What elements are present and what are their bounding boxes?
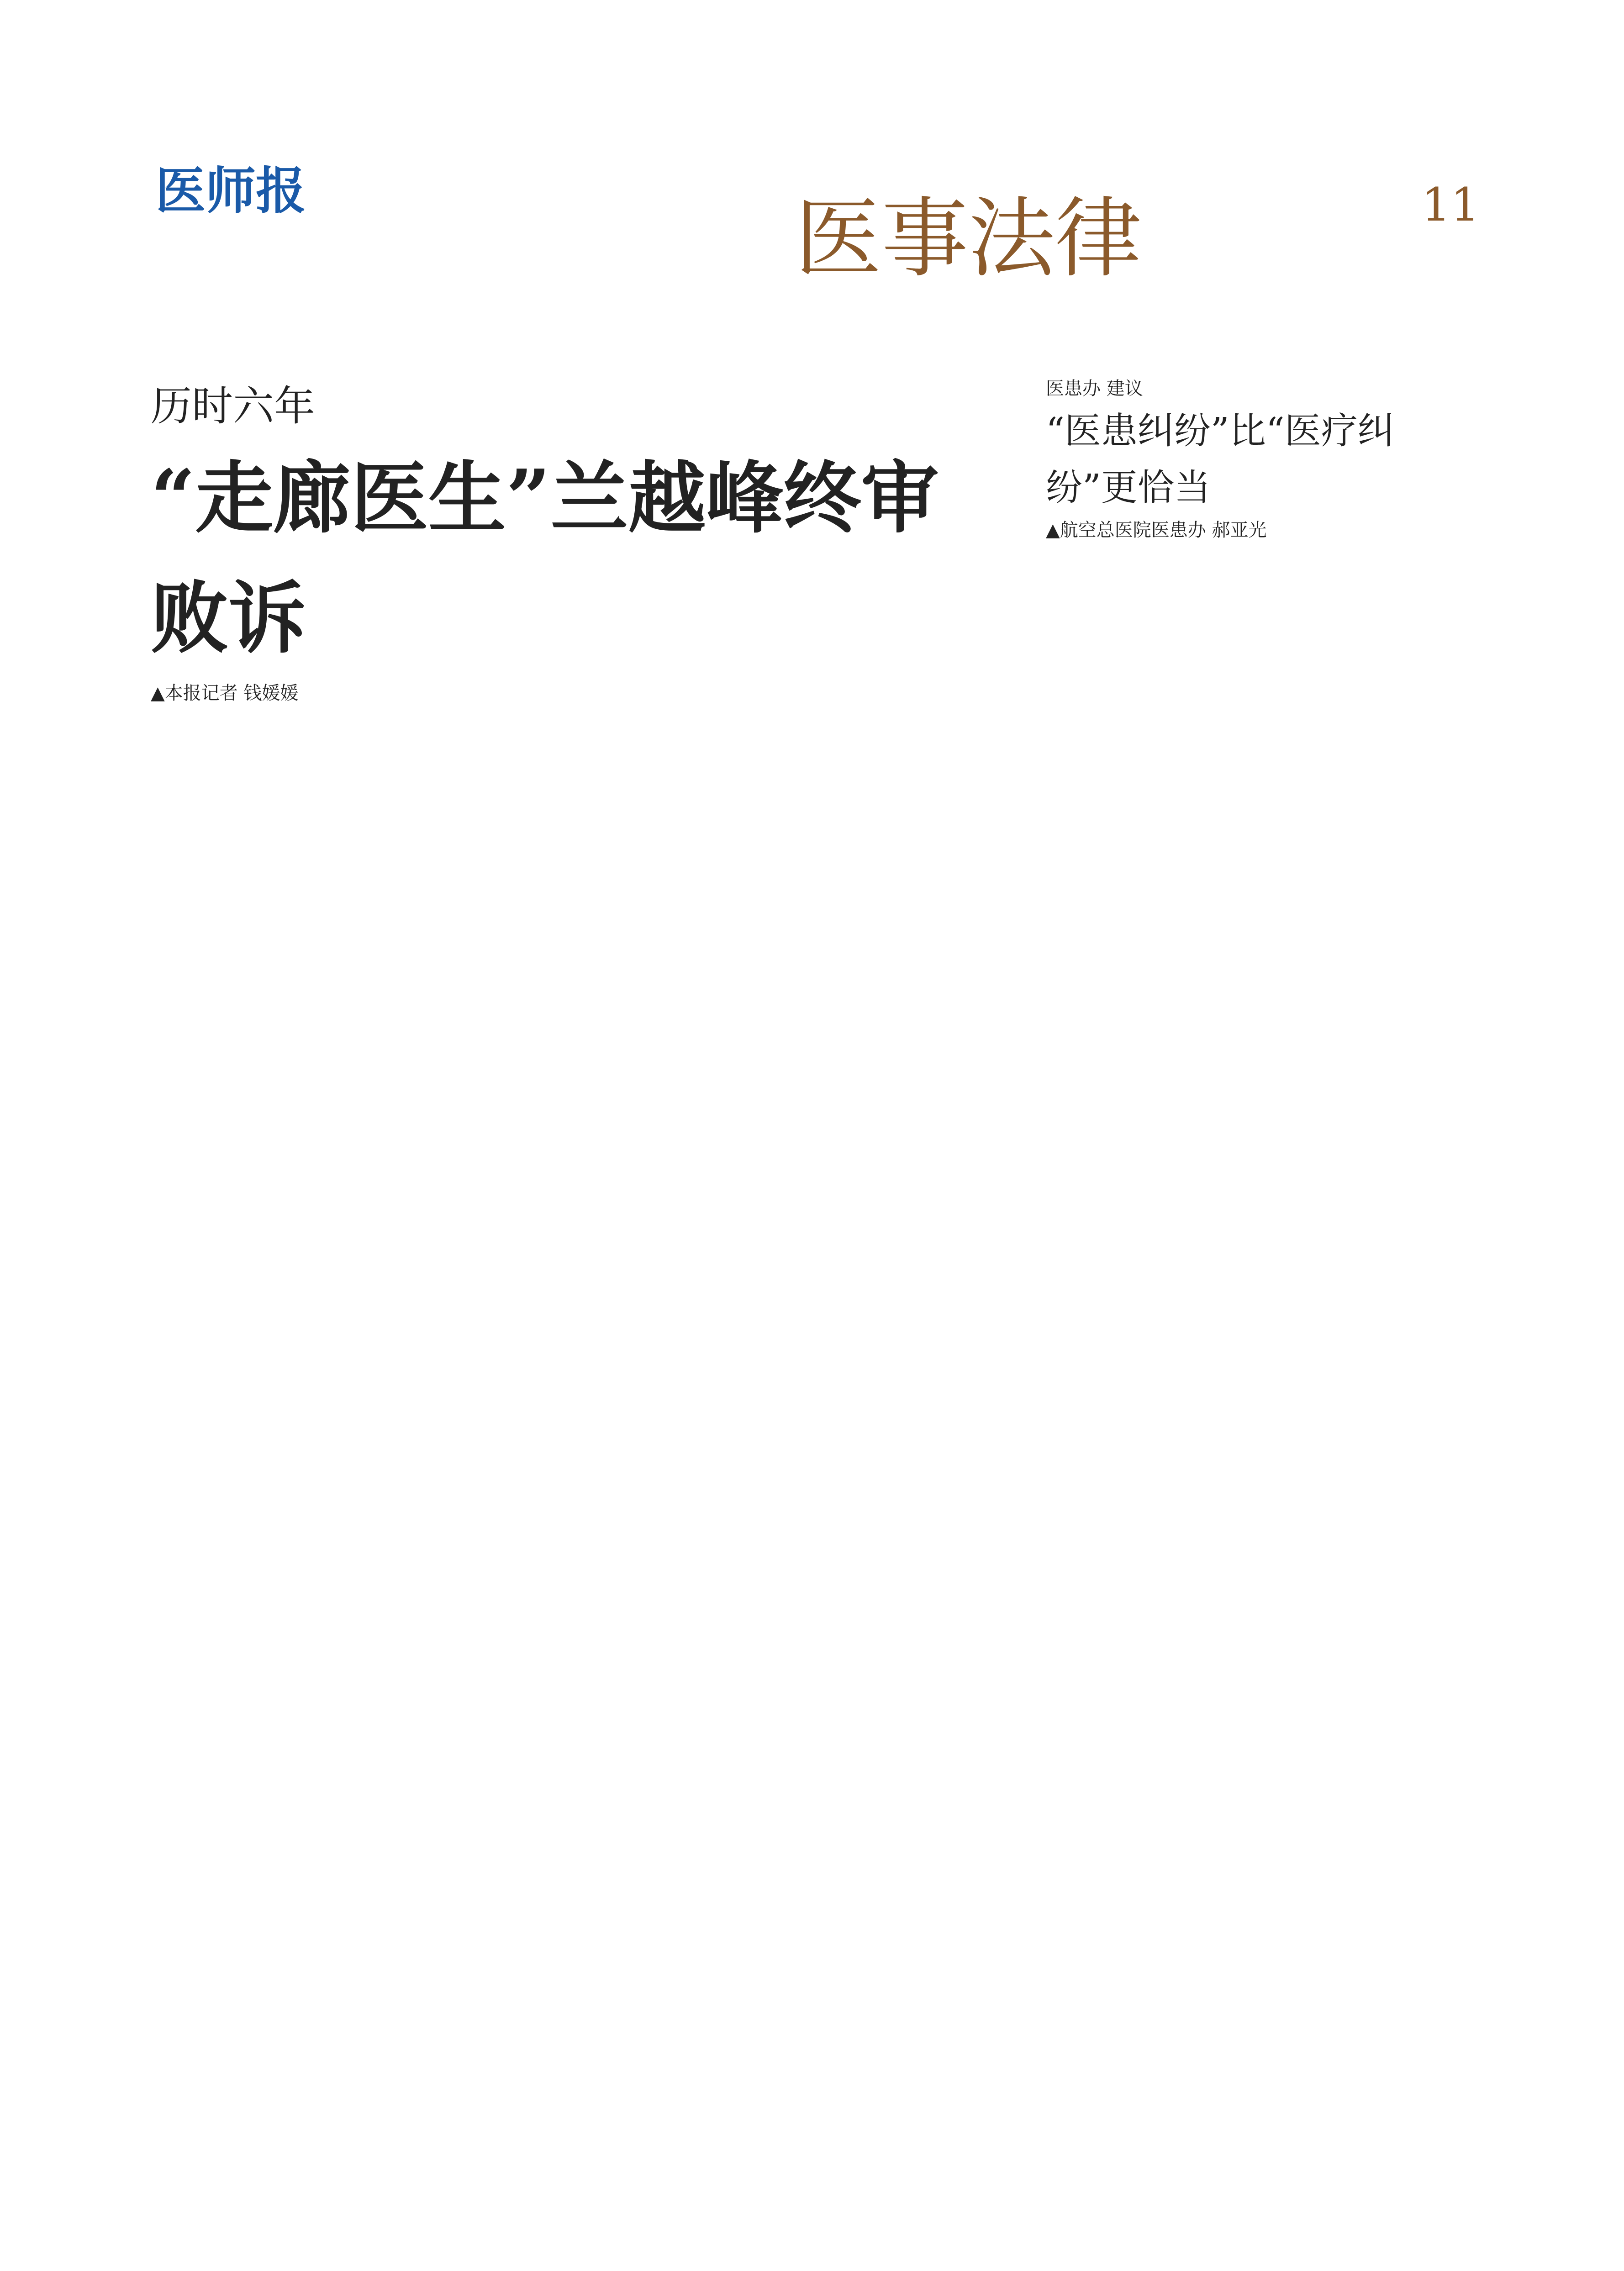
page-number: 11 (1421, 178, 1480, 232)
article-kicker: 历时六年 (151, 382, 315, 430)
section-title: 医事法律 (795, 188, 1142, 289)
article-title: “医患纠纷”比“医疗纠纷”更恰当 (1046, 410, 1394, 509)
article-main (151, 374, 973, 707)
logo: 医师报 (155, 161, 306, 220)
section-label: 医患办 建议 (1046, 378, 1143, 399)
article-side (1046, 374, 1480, 544)
byline: ▲航空总医院医患办 郝亚光 (1046, 520, 1267, 541)
masthead (155, 151, 1480, 288)
article-title: “走廊医生”兰越峰终审败诉 (151, 452, 939, 664)
byline: ▲本报记者 钱媛媛 (151, 682, 299, 704)
